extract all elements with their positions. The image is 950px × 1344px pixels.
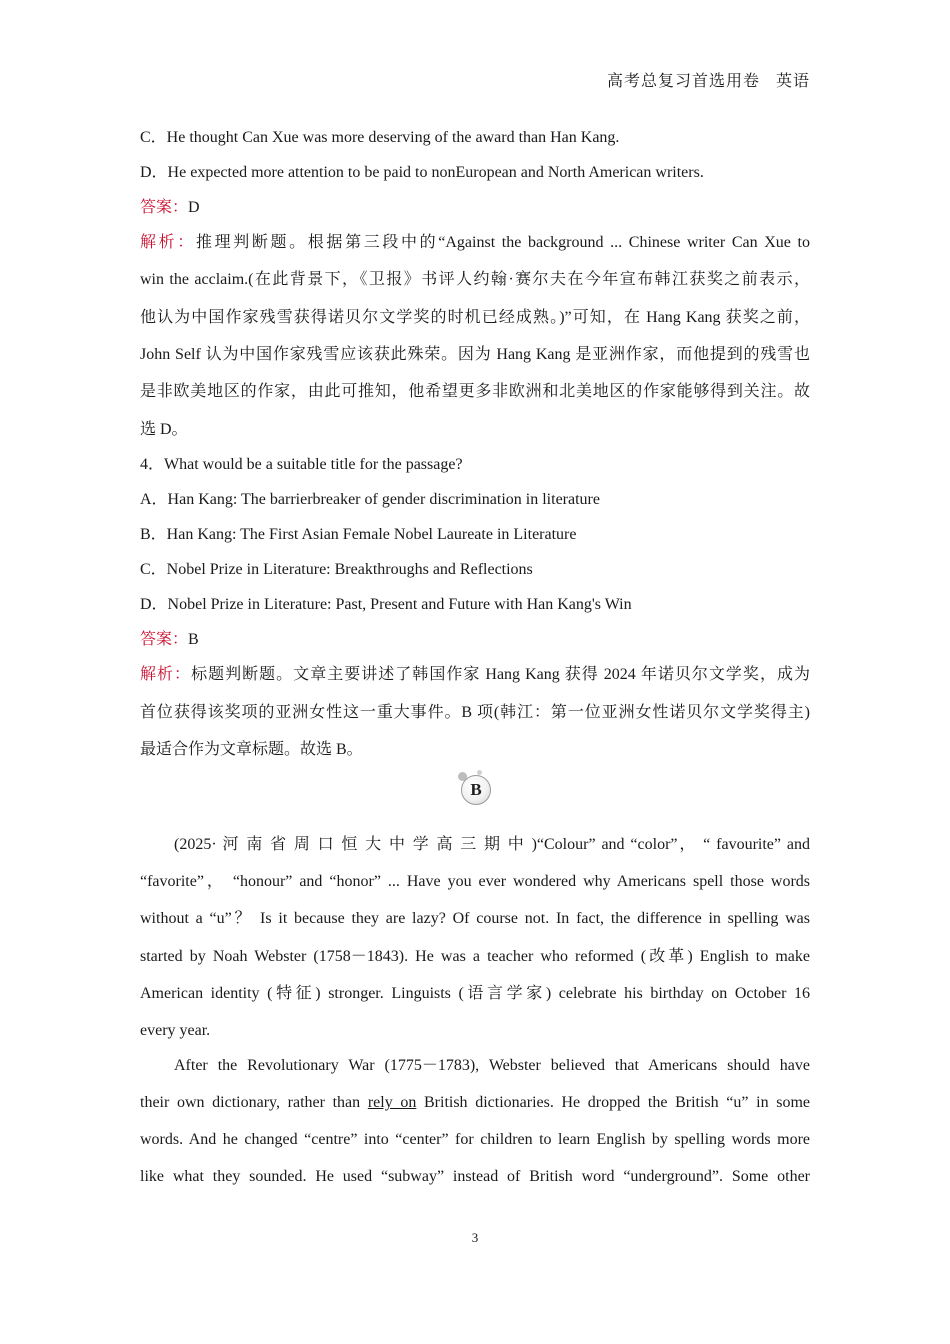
q3-answer [140,198,810,218]
q4-option-c: C．Nobel Prize in Literature: Breakthroughs and Reflections [140,561,533,578]
q3-analysis-line: John Self 认为中国作家残雪应该获此殊荣。因为 Hang Kang 是亚洲作家，而他提到的残雪也 [140,346,810,363]
passage-line: words. And he changed “centre” into “center” for children to learn English by spelling words more [140,1131,810,1148]
underlined-phrase: rely on [367,1094,417,1111]
q3-analysis-line: 是非欧美地区的作家，由此可推知，他希望更多非欧洲和北美地区的作家能够得到关注。故 [140,383,810,400]
passage-line: their own dictionary, rather than rely on British dictionaries. He dropped the British “u” in some [140,1094,811,1111]
q3-analysis-line: 解析：推理判断题。根据第三段中的“Against the background ... Chinese writer Can Xue to [140,234,810,251]
passage-line: without a “u”？ Is it because they are lazy? Of course not. In fact, the difference in spelling was [140,910,810,927]
passage-line: After the Revolutionary War (1775－1783), Webster believed that Americans should have [174,1057,810,1074]
passage-line: “favorite”， “honour” and “honor” ... Have you ever wondered why Americans spell those words [140,873,810,890]
analysis-label: 解析： [140,666,192,683]
q4-answer [140,630,810,650]
q4-analysis-line: 最适合作为文章标题。故选 B。 [140,741,363,758]
q3-option-d: D．He expected more attention to be paid to nonEuropean and North American writers. [140,164,704,181]
header-title: 高考总复习首选用卷 [606,73,760,90]
page-number: 3 [471,1230,479,1245]
analysis-label: 解析： [140,234,196,251]
q3-analysis-line: 他认为中国作家残雪获得诺贝尔文学奖的时机已经成熟。)”可知，在 Hang Kang 获奖之前， [140,309,810,326]
q4-analysis-line: 解析：标题判断题。文章主要讲述了韩国作家 Hang Kang 获得 2024 年诺贝尔文学奖，成为 [140,666,810,683]
q4-question: 4．What would be a suitable title for the passage? [140,456,463,473]
q4-option-a: A．Han Kang: The barrierbreaker of gender discrimination in literature [140,491,600,508]
passage-line: American identity (特征) stronger. Linguists (语言学家) celebrate his birthday on October 16 [140,985,810,1002]
q3-analysis-line: win the acclaim.(在此背景下，《卫报》书评人约翰·赛尔夫在今年宣布韩江获奖之前表示， [140,271,810,288]
passage-line: every year. [140,1022,211,1039]
answer-label: 答案： [140,199,189,216]
answer-value: B [188,631,199,648]
q4-option-d: D．Nobel Prize in Literature: Past, Present and Future with Han Kang's Win [140,596,632,613]
section-badge: B [461,775,491,805]
passage-line: (2025· 河 南 省 周 口 恒 大 中 学 高 三 期 中 )“Colour” and “color”， “ favourite” and [174,836,810,853]
answer-label: 答案： [140,631,189,648]
q3-analysis-line: 选 D。 [140,421,188,438]
q4-option-b: B．Han Kang: The First Asian Female Nobel Laureate in Literature [140,526,577,543]
passage-line: like what they sounded. He used “subway” instead of British word “underground”. Some other [140,1168,810,1185]
header-subject: 英语 [775,73,810,90]
page-header [591,68,810,91]
q4-analysis-line: 首位获得该奖项的亚洲女性这一重大事件。B 项(韩江：第一位亚洲女性诺贝尔文学奖得主) [140,704,810,721]
q3-option-c: C．He thought Can Xue was more deserving of the award than Han Kang. [140,129,620,146]
passage-line: started by Noah Webster (1758－1843). He was a teacher who reformed (改革) English to make [140,948,810,965]
answer-value: D [188,199,200,216]
